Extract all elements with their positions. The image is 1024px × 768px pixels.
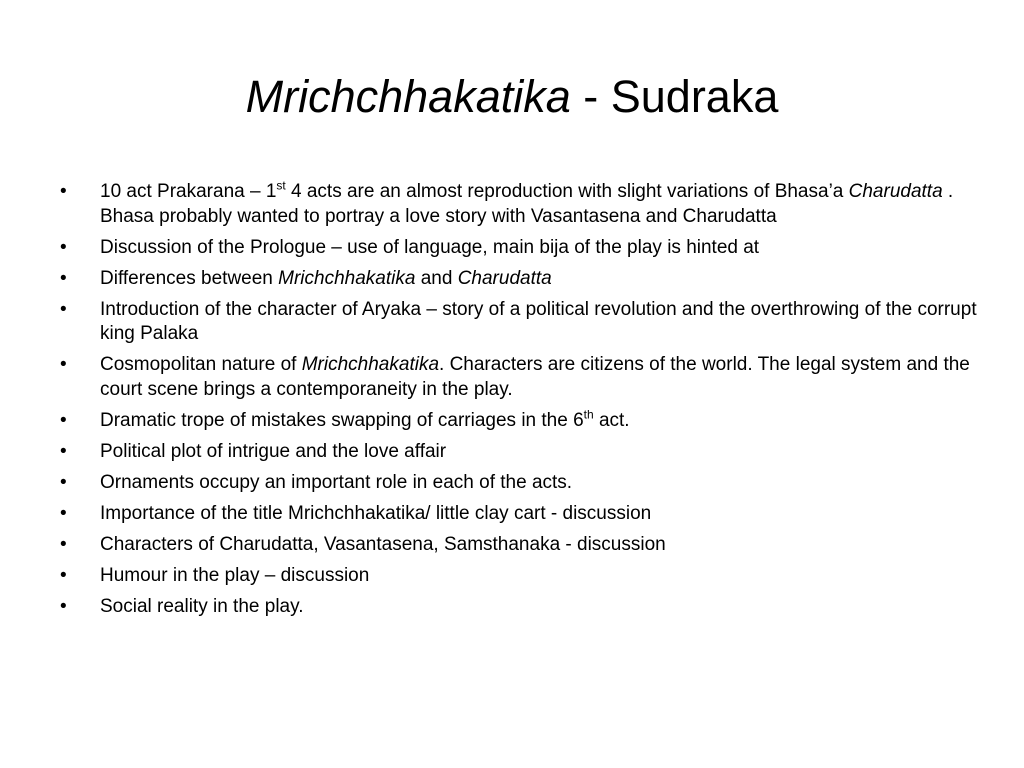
bullet-marker: • <box>60 181 67 202</box>
bullet-text: Dramatic trope of mistakes swapping of carriages in the 6 <box>100 409 584 431</box>
bullet-marker: • <box>60 298 67 320</box>
bullet-text: 4 acts are an almost reproduction with slight variations of Bhasa’a <box>285 181 849 202</box>
bullet-text: . Characters are citizens of the world. The legal system and the court scene brings a contemporaneity in the play. <box>100 354 970 400</box>
ordinal-suffix: st <box>276 178 286 193</box>
bullet-text: Importance of the title Mrichchhakatika/ little clay cart - discussion <box>100 502 652 524</box>
bullet-marker: • <box>60 409 67 431</box>
bullet-marker: • <box>60 502 67 524</box>
bullet-item-2 <box>60 236 980 261</box>
bullet-marker: • <box>60 595 67 617</box>
bullet-item-4 <box>60 298 980 347</box>
bullet-marker: • <box>60 564 67 586</box>
title-italic-part: Mrichchhakatika <box>245 71 571 122</box>
bullet-item-12 <box>60 595 980 620</box>
bullet-text: Humour in the play – discussion <box>100 564 370 586</box>
bullet-text: . Bhasa probably wanted to portray a love story with Vasantasena and Charudatta <box>100 181 954 227</box>
bullet-text: act. <box>593 409 630 431</box>
bullet-text: Political plot of intrigue and the love affair <box>100 440 447 462</box>
bullet-text: Ornaments occupy an important role in each of the acts. <box>100 471 573 493</box>
bullet-text: Discussion of the Prologue – use of language, main bija of the play is hinted at <box>100 236 760 258</box>
bullet-item-11 <box>60 564 980 589</box>
bullet-text: Differences between <box>100 267 279 289</box>
bullet-text: Introduction of the character of Aryaka – story of a political revolution and the overthrowing of the corrupt king Palaka <box>100 298 977 344</box>
bullet-marker: • <box>60 471 67 493</box>
ordinal-suffix: th <box>583 407 594 422</box>
bullet-marker: • <box>60 267 67 289</box>
bullet-item-10 <box>60 533 980 558</box>
bullet-text: and <box>415 267 458 289</box>
bullet-item-3 <box>60 267 980 292</box>
bullet-marker: • <box>60 440 67 462</box>
bullet-list <box>60 180 980 626</box>
bullet-item-7 <box>60 440 980 465</box>
italic-title: Mrichchhakatika <box>278 267 416 289</box>
bullet-marker: • <box>60 236 67 258</box>
bullet-item-9 <box>60 502 980 527</box>
title-rest-part: - Sudraka <box>570 71 779 122</box>
bullet-marker: • <box>60 354 67 375</box>
bullet-item-1 <box>60 180 980 229</box>
italic-title: Charudatta <box>848 181 943 202</box>
bullet-item-5 <box>60 353 980 402</box>
bullet-item-6 <box>60 409 980 434</box>
bullet-text: Social reality in the play. <box>100 595 304 617</box>
slide-title <box>0 62 1024 132</box>
bullet-text: Cosmopolitan nature of <box>100 354 302 375</box>
italic-title: Mrichchhakatika <box>301 354 440 375</box>
italic-title: Charudatta <box>457 267 552 289</box>
bullet-text: 10 act Prakarana – 1 <box>100 181 277 202</box>
bullet-item-8 <box>60 471 980 496</box>
bullet-marker: • <box>60 533 67 555</box>
bullet-text: Characters of Charudatta, Vasantasena, Samsthanaka - discussion <box>100 533 666 555</box>
